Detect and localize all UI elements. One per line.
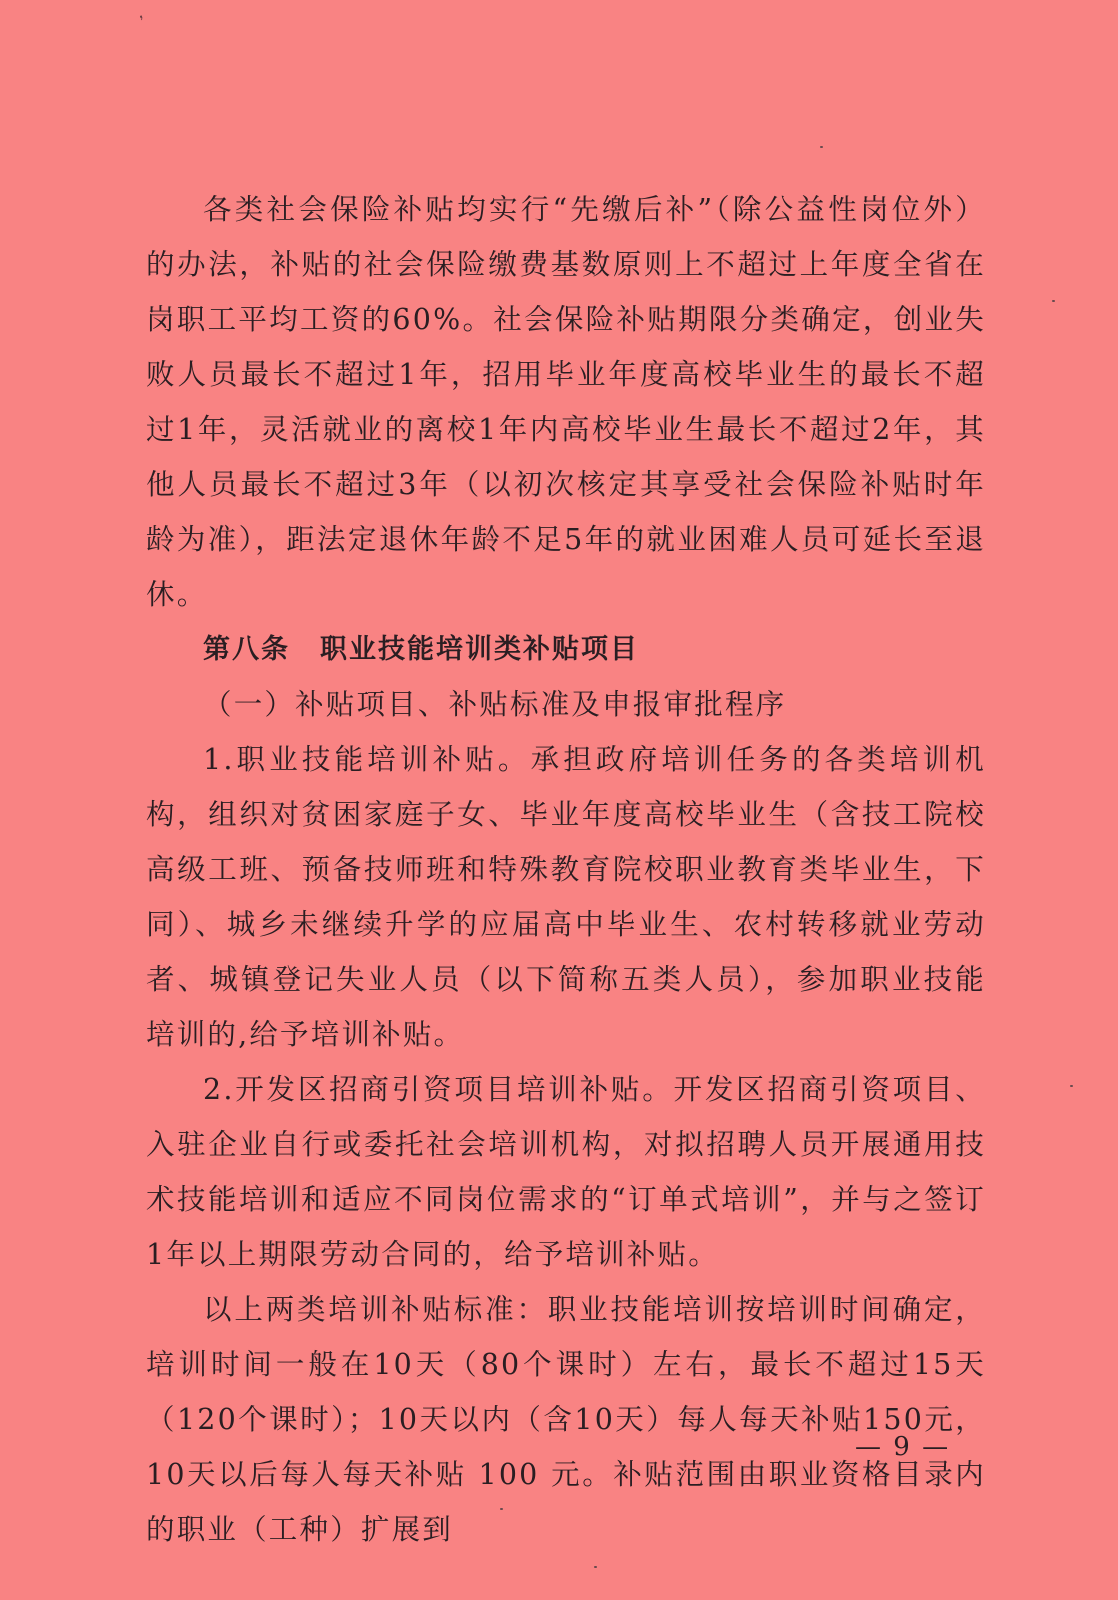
paragraph-social-insurance: 各类社会保险补贴均实行“先缴后补”（除公益性岗位外）的办法，补贴的社会保险缴费基数原则上不超过上年度全省在岗职工平均工资的60%。社会保险补贴期限分类确定，创业失败人员最长不超过1年，招用毕业年度高校毕业生的最长不超过1年，灵活就业的离校1年内高校毕业生最长不超过2年，其他人员最长不超过3年（以初次核定其享受社会保险补贴时年龄为准），距法定退休年龄不足5年的就业困难人员可延长至退休。 bbox=[146, 193, 986, 611]
body-text bbox=[146, 182, 986, 1557]
scan-speck bbox=[1052, 300, 1055, 302]
scan-speck bbox=[820, 146, 823, 148]
page-number: — 9 — bbox=[855, 1432, 951, 1462]
scan-corner-mark: ꓹ bbox=[135, 5, 145, 23]
article-number: 第八条 bbox=[203, 634, 290, 665]
paragraph-subsidy-standard: 以上两类培训补贴标准：职业技能培训按培训时间确定，培训时间一般在10天（80个课时）左右，最长不超过15天（120个课时）；10天以内（含10天）每人每天补贴150元，10天以后每人每天补贴 100 元。补贴范围由职业资格目录内的职业（工种）扩展到 bbox=[146, 1293, 986, 1546]
subsection-heading: （一）补贴项目、补贴标准及申报审批程序 bbox=[203, 688, 787, 721]
paragraph-item-1: 1.职业技能培训补贴。承担政府培训任务的各类培训机构，组织对贫困家庭子女、毕业年度高校毕业生（含技工院校高级工班、预备技师班和特殊教育院校职业教育类毕业生，下同）、城乡未继续升学的应届高中毕业生、农村转移就业劳动者、城镇登记失业人员（以下简称五类人员），参加职业技能培训的,给予培训补贴。 bbox=[146, 743, 986, 1051]
scan-speck bbox=[594, 1566, 597, 1568]
scan-speck bbox=[1070, 1085, 1073, 1087]
article-heading bbox=[146, 622, 986, 677]
article-title: 职业技能培训类补贴项目 bbox=[320, 634, 639, 665]
paragraph-item-2: 2.开发区招商引资项目培训补贴。开发区招商引资项目、入驻企业自行或委托社会培训机构，对拟招聘人员开展通用技术技能培训和适应不同岗位需求的“订单式培训”，并与之签订1年以上期限劳动合同的，给予培训补贴。 bbox=[146, 1073, 986, 1271]
